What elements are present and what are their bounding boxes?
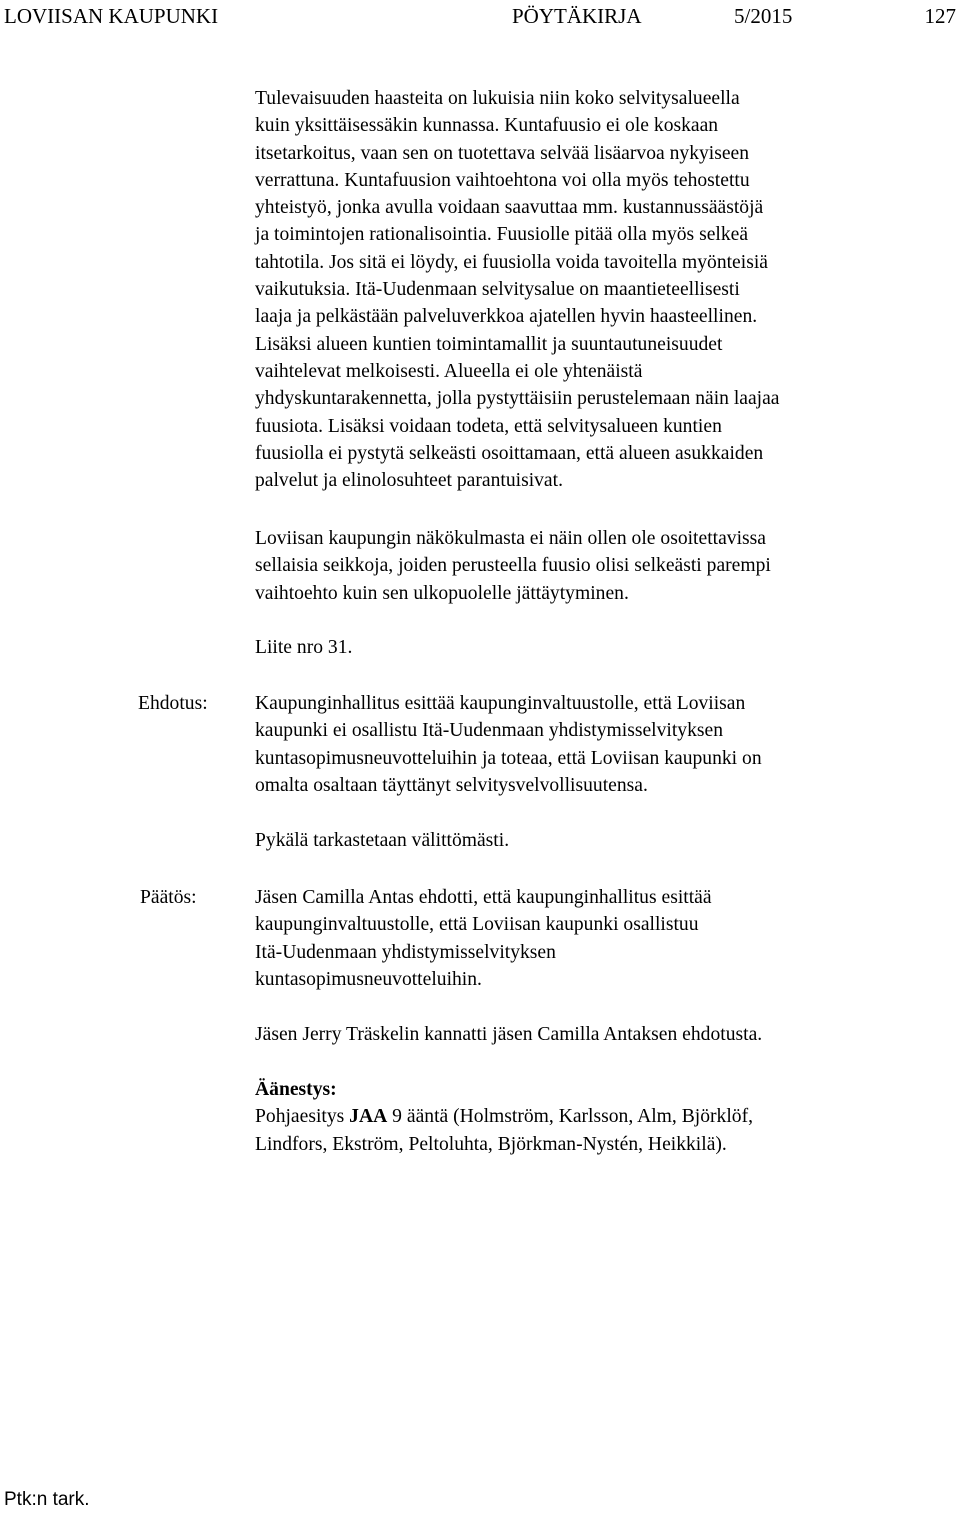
support-paragraph <box>255 1021 895 1048</box>
proposal-label: Ehdotus: <box>138 693 208 714</box>
text-line: Kaupunginhallitus esittää kaupunginvaltuustolle, että Loviisan <box>255 693 746 714</box>
text-line: kuntasopimusneuvotteluihin. <box>255 968 482 990</box>
paragraph-lines <box>255 690 895 799</box>
support-text: Jäsen Jerry Träskelin kannatti jäsen Camilla Antaksen ehdotusta. <box>255 1024 763 1045</box>
vote-suffix: 9 ääntä (Holmström, Karlsson, Alm, Björklöf, <box>387 1106 753 1128</box>
text-line: vaihtelevat melkoisesti. Alueella ei ole yhtenäistä <box>255 360 643 382</box>
vote-prefix: Pohjaesitys <box>255 1106 350 1128</box>
text-line: vaikutuksia. Itä-Uudenmaan selvitysalue on maantieteellisesti <box>255 279 740 301</box>
attachment-text: Liite nro 31. <box>255 637 353 658</box>
page-number: 127 <box>924 4 956 28</box>
text-line: kaupunginvaltuustolle, että Loviisan kaupunki osallistuu <box>255 914 699 936</box>
text-line: fuusiolla ei pystytä selkeästi osoittamaan, että alueen asukkaiden <box>255 442 764 464</box>
text-line: fuusiota. Lisäksi voidaan todeta, että selvitysalueen kuntien <box>255 415 722 437</box>
document-type: PÖYTÄKIRJA <box>512 4 642 28</box>
paragraph-lines <box>255 85 895 494</box>
text-line: yhdyskuntarakennetta, jolla pystyttäisiin perustelemaan näin laajaa <box>255 388 780 410</box>
page-footer: Ptk:n tark. <box>4 1489 90 1510</box>
vote-yes-label: JAA <box>349 1106 388 1128</box>
text-line: kuntasopimusneuvotteluihin ja toteaa, että Loviisan kaupunki on <box>255 747 762 769</box>
vote-section <box>255 1076 895 1158</box>
intro-paragraph <box>255 85 895 494</box>
text-line: sellaisia seikkoja, joiden perusteella fuusio olisi selkeästi parempi <box>255 555 771 577</box>
page-header <box>0 2 960 30</box>
text-line: ja toimintojen rationalisointia. Fuusiolle pitää olla myös selkeä <box>255 224 749 246</box>
text-line: laaja ja pelkästään palveluverkkoa ajatellen hyvin haasteellinen. <box>255 306 758 328</box>
text-line: verrattuna. Kuntafuusion vaihtoehtona voi olla myös tehostettu <box>255 169 750 191</box>
text-line: kuin yksittäisessäkin kunnassa. Kuntafuusio ei ole koskaan <box>255 115 719 137</box>
immediate-check-text: Pykälä tarkastetaan välittömästi. <box>255 830 510 851</box>
text-line: Jäsen Camilla Antas ehdotti, että kaupunginhallitus esittää <box>255 887 712 908</box>
text-line: vaihtoehto kuin sen ulkopuolelle jättäytyminen. <box>255 582 629 604</box>
text-line: omalta osaltaan täyttänyt selvitysvelvollisuutensa. <box>255 774 648 796</box>
decision-label: Päätös: <box>140 887 197 908</box>
paragraph-lines <box>255 884 895 993</box>
vote-lines <box>255 1076 895 1158</box>
text-line: Itä-Uudenmaan yhdistymisselvityksen <box>255 941 556 963</box>
text-line: Lisäksi alueen kuntien toimintamallit ja suuntautuneisuudet <box>255 333 723 355</box>
vote-heading: Äänestys: <box>255 1079 337 1100</box>
attachment-reference <box>255 634 895 661</box>
text-line: yhteistyö, jonka avulla voidaan saavuttaa mm. kustannussäästöjä <box>255 197 764 219</box>
text-line: tahtotila. Jos sitä ei löydy, ei fuusiolla voida tavoitella myönteisiä <box>255 251 768 273</box>
text-line: kaupunki ei osallistu Itä-Uudenmaan yhdistymisselvityksen <box>255 720 724 742</box>
organization-name: LOVIISAN KAUPUNKI <box>4 4 219 28</box>
vote-result-line <box>255 1103 895 1130</box>
conclusion-paragraph <box>255 525 895 607</box>
decision-paragraph <box>255 884 895 993</box>
text-line: itsetarkoitus, vaan sen on tuotettava selvää lisäarvoa nykyiseen <box>255 142 750 164</box>
issue-number: 5/2015 <box>734 4 793 28</box>
proposal-paragraph <box>255 690 895 799</box>
text-line: palvelut ja elinolosuhteet parantuisivat. <box>255 470 563 492</box>
text-line: Tulevaisuuden haasteita on lukuisia niin koko selvitysalueella <box>255 88 740 109</box>
immediate-check-note <box>255 827 895 854</box>
text-line: Loviisan kaupungin näkökulmasta ei näin ollen ole osoitettavissa <box>255 528 766 549</box>
vote-names-line: Lindfors, Ekström, Peltoluhta, Björkman-Nystén, Heikkilä). <box>255 1133 727 1155</box>
paragraph-lines <box>255 525 895 607</box>
